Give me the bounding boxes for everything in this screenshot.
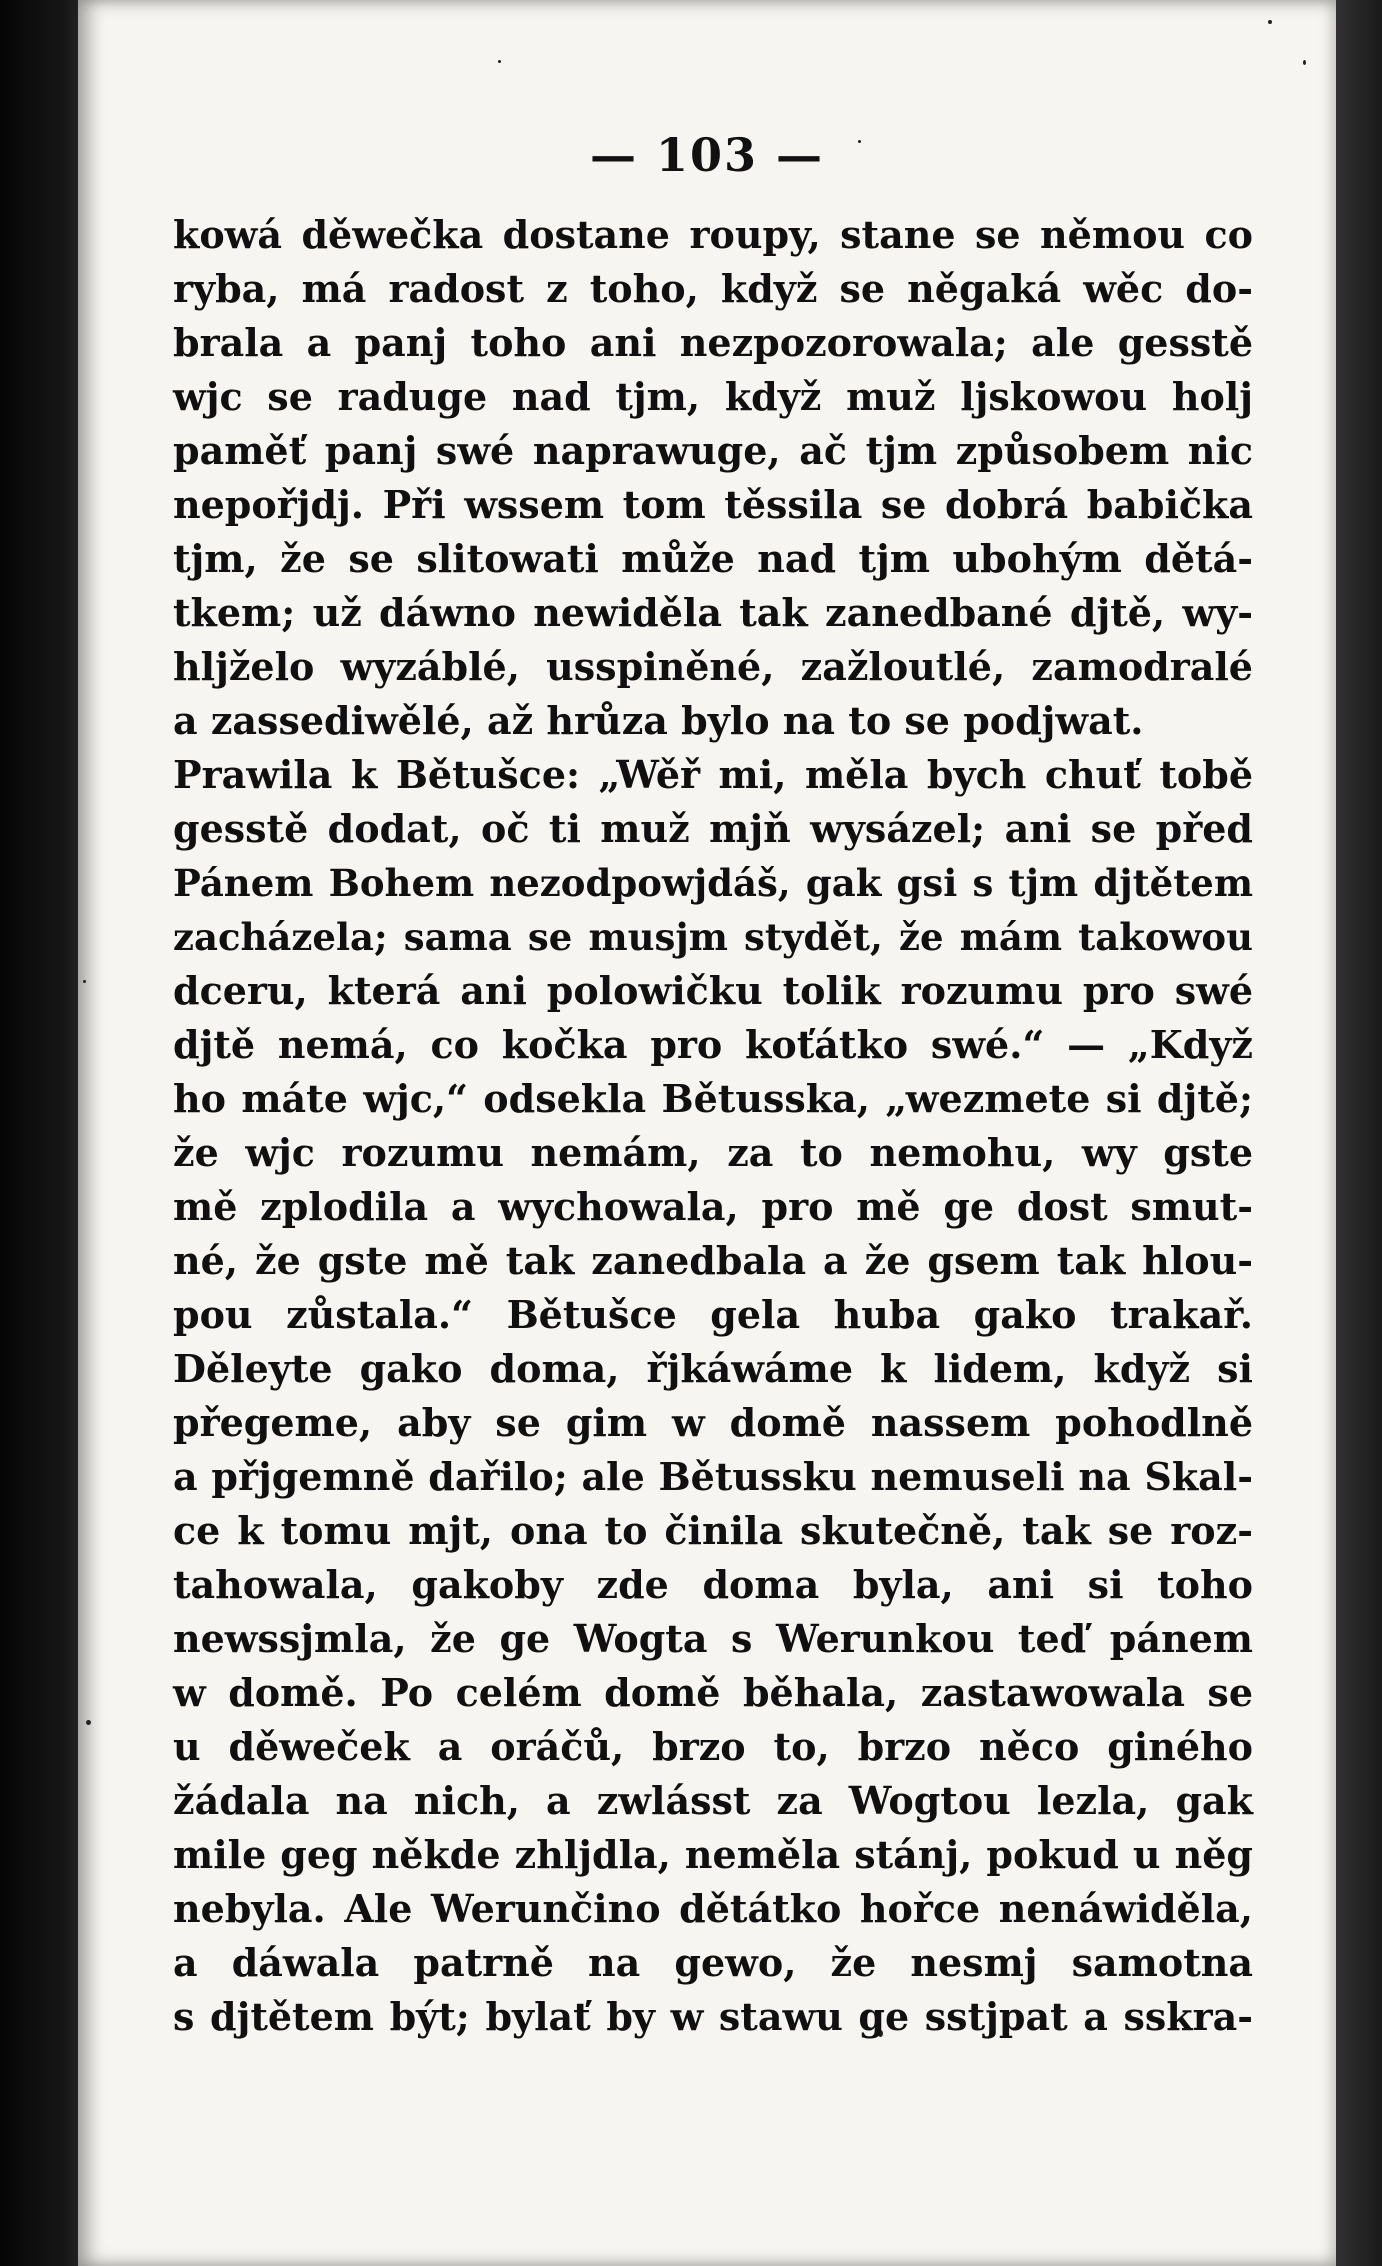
page-body-text [173,208,1253,2044]
text-line: gesstě dodat, oč ti muž mjň wysázel; ani se před [173,806,1253,851]
text-line: né, že gste mě tak zanedbala a že gsem tak hlou- [173,1238,1253,1283]
text-line: u děweček a oráčů, brzo to, brzo něco giného [173,1724,1253,1769]
text-line: wjc se raduge nad tjm, když muž ljskowou holj [173,374,1253,419]
text-line: tahowala, gakoby zde doma byla, ani si toho [173,1562,1253,1607]
text-line: že wjc rozumu nemám, za to nemohu, wy gste [173,1130,1253,1175]
text-line: dceru, která ani polowičku tolik rozumu pro swé [173,968,1253,1013]
text-line: w domě. Po celém domě běhala, zastawowala se [173,1670,1253,1715]
text-line: tkem; už dáwno newiděla tak zanedbané djtě, wy- [173,590,1253,635]
text-line: zacházela; sama se musjm stydět, že mám takowou [173,915,1253,959]
text-line: pou zůstala.“ Bětušce gela huba gako trakař. [173,1292,1253,1337]
text-line: žádala na nich, a zwlásst za Wogtou lezla, gak [173,1778,1253,1823]
page-number: — 103 — [589,128,825,182]
text-line: s djtětem být; bylať by w stawu ge sstjpat a sskra- [173,1994,1253,2039]
text-line: brala a panj toho ani nezpozorowala; ale gesstě [173,320,1253,365]
text-line: tjm, že se slitowati může nad tjm ubohým dětá- [173,536,1253,581]
text-line: djtě nemá, co kočka pro koťátko swé.“ — „Když [173,1022,1253,1067]
text-line: kowá děwečka dostane roupy, stane se němou co [173,212,1253,257]
text-line: nepořjdj. Při wssem tom těssila se dobrá babička [173,482,1253,527]
text-line: paměť panj swé naprawuge, ač tjm způsobem nic [173,428,1253,473]
text-line: a přjgemně dařilo; ale Bětussku nemuseli na Skal- [173,1454,1253,1499]
text-line: a dáwala patrně na gewo, že nesmj samotna [173,1940,1253,1985]
text-line: hljželo wyzáblé, usspiněné, zažloutlé, zamodralé [173,644,1253,689]
text-line: ryba, má radost z toho, když se něgaká wěc do- [173,266,1253,311]
text-line: Děleyte gako doma, řjkáwáme k lidem, když si [173,1346,1253,1391]
text-line: Prawila k Bětušce: „Wěř mi, měla bych chuť tobě [173,752,1253,797]
text-line: ce k tomu mjt, ona to činila skutečně, tak se roz- [173,1508,1253,1553]
text-line: nebyla. Ale Werunčino dětátko hořce nenáwiděla, [173,1886,1253,1931]
text-line: Pánem Bohem nezodpowjdáš, gak gsi s tjm djtětem [173,861,1253,905]
text-line: mě zplodila a wychowala, pro mě ge dost smut- [173,1184,1253,1229]
text-line: a zassediwělé, až hrůza bylo na to se podjwat. [173,698,1144,743]
book-page [78,0,1336,2266]
text-line: ho máte wjc,“ odsekla Bětusska, „wezmete si djtě; [173,1076,1253,1121]
text-line: newssjmla, že ge Wogta s Werunkou teď pánem [173,1616,1253,1661]
text-line: mile geg někde zhljdla, neměla stánj, pokud u něg [173,1832,1253,1877]
scan-edge-left [0,0,90,2266]
text-line: přegeme, aby se gim w domě nassem pohodlně [173,1400,1253,1445]
